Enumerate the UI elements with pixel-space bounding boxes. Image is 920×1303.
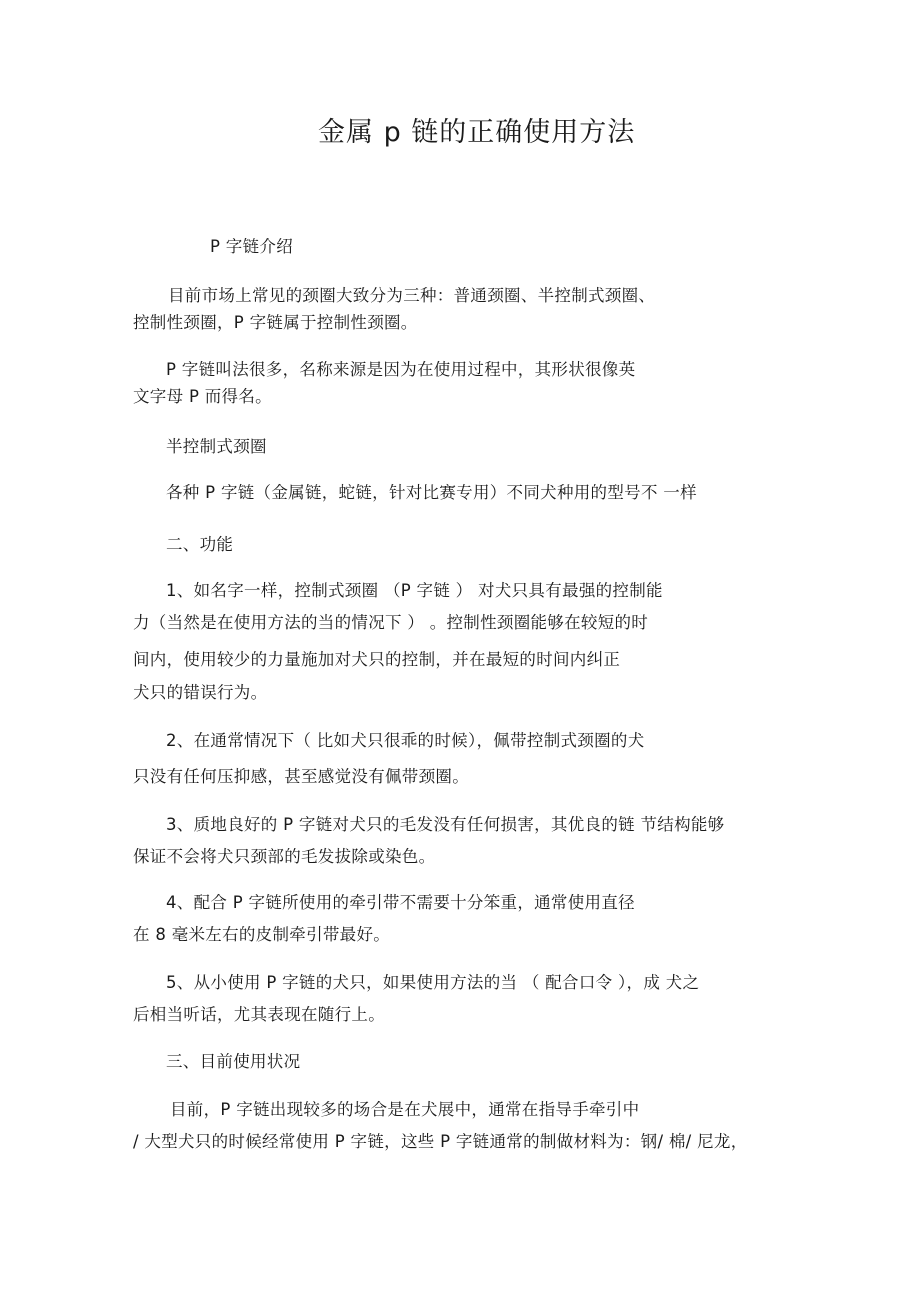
paragraph-line: 3、质地良好的 P 字链对犬只的毛发没有任何损害，其优良的链 节结构能够: [166, 815, 725, 834]
paragraph-line: 半控制式颈圈: [166, 437, 267, 456]
paragraph-line: 各种 P 字链（金属链，蛇链，针对比赛专用）不同犬种用的型号不 一样: [166, 483, 697, 502]
paragraph-line: / 大型犬只的时候经常使用 P 字链，这些 P 字链通常的制做材料为：钢/ 棉/ 尼龙，: [133, 1132, 748, 1151]
paragraph-line: P 字链叫法很多，名称来源是因为在使用过程中，其形状很像英: [166, 360, 636, 379]
paragraph-line: 犬只的错误行为。: [133, 683, 268, 702]
paragraph-line: 在 8 毫米左右的皮制牵引带最好。: [133, 925, 391, 944]
paragraph-line: 5、从小使用 P 字链的犬只，如果使用方法的当 （ 配合口令 ），成 犬之: [166, 973, 700, 992]
paragraph-line: 力（当然是在使用方法的当的情况下 ） 。控制性颈圈能够在较短的时: [133, 613, 649, 632]
paragraph-line: 保证不会将犬只颈部的毛发拔除或染色。: [133, 847, 436, 866]
paragraph-line: 控制性颈圈，P 字链属于控制性颈圈。: [133, 313, 418, 332]
section-heading-usage: 三、目前使用状况: [166, 1052, 301, 1071]
paragraph-line: 文字母 P 而得名。: [133, 387, 272, 406]
paragraph-line: 4、配合 P 字链所使用的牵引带不需要十分笨重，通常使用直径: [166, 893, 635, 912]
paragraph-line: 后相当听话，尤其表现在随行上。: [133, 1005, 385, 1024]
paragraph-line: 间内，使用较少的力量施加对犬只的控制，并在最短的时间内纠正: [133, 650, 621, 669]
document-title: 金属 p 链的正确使用方法: [318, 117, 636, 148]
section-heading-intro: P 字链介绍: [210, 237, 293, 256]
paragraph-line: 1、如名字一样，控制式颈圈 （P 字链 ） 对犬只具有最强的控制能: [166, 581, 663, 600]
section-heading-function: 二、功能: [166, 535, 234, 554]
paragraph-line: 2、在通常情况下（ 比如犬只很乖的时候），佩带控制式颈圈的犬: [166, 731, 645, 750]
paragraph-line: 只没有任何压抑感，甚至感觉没有佩带颈圈。: [133, 767, 469, 786]
paragraph-line: 目前市场上常见的颈圈大致分为三种：普通颈圈、半控制式颈圈、: [168, 286, 656, 305]
paragraph-line: 目前，P 字链出现较多的场合是在犬展中，通常在指导手牵引中: [170, 1100, 640, 1119]
